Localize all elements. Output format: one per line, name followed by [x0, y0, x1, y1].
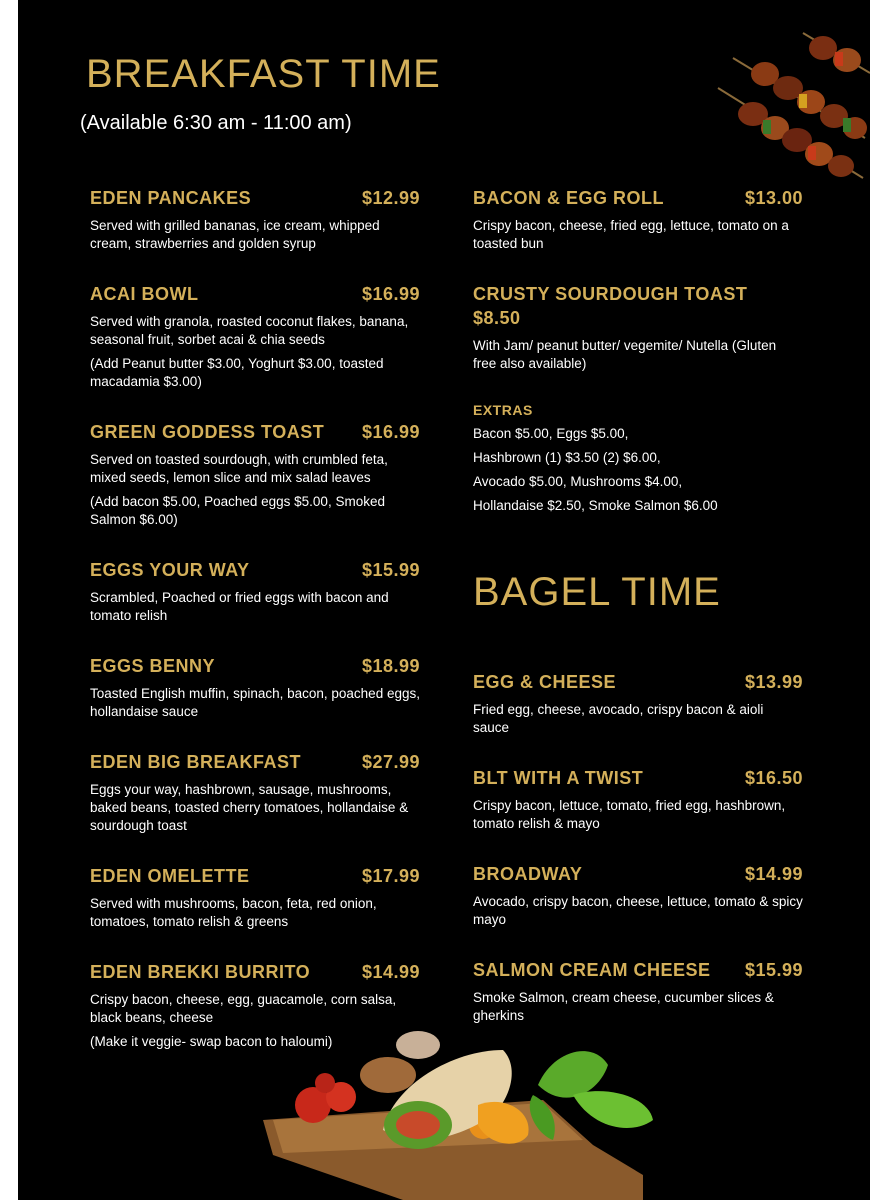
item-description: Smoke Salmon, cream cheese, cucumber slices & gherkins	[473, 990, 774, 1023]
item-price: $15.99	[744, 960, 803, 980]
menu-item-bacon-egg-roll	[473, 188, 803, 284]
availability-text: (Available 6:30 am - 11:00 am)	[80, 112, 352, 134]
item-description: Served with granola, roasted coconut flakes, banana, seasonal fruit, sorbet acai & chia seeds	[90, 314, 409, 347]
menu-item-acai-bowl	[90, 284, 420, 422]
menu-item-eden-pancakes	[90, 188, 420, 284]
bagel-column	[473, 672, 803, 1056]
item-description: Crispy bacon, lettuce, tomato, fried egg, hashbrown, tomato relish & mayo	[473, 798, 786, 831]
item-name: EDEN PANCAKES	[90, 188, 252, 208]
menu-item-blt-with-a-twist	[473, 768, 803, 864]
extras-line: Bacon $5.00, Eggs $5.00,	[473, 426, 629, 441]
item-name: BACON & EGG ROLL	[473, 188, 664, 208]
page-title: BREAKFAST TIME	[86, 52, 441, 96]
left-column	[90, 188, 420, 1062]
item-name: EGGS YOUR WAY	[90, 560, 250, 580]
menu-item-egg-cheese	[473, 672, 803, 768]
item-price: $16.50	[744, 768, 803, 788]
item-price: $15.99	[361, 560, 420, 580]
menu-item-eden-omelette	[90, 866, 420, 962]
item-description: Fried egg, cheese, avocado, crispy bacon & aioli sauce	[473, 702, 764, 735]
item-price: $16.99	[361, 284, 420, 304]
item-price: $8.50	[473, 308, 521, 328]
item-price: $14.99	[744, 864, 803, 884]
item-description: Toasted English muffin, spinach, bacon, poached eggs, hollandaise sauce	[90, 686, 420, 719]
burrito-board-image	[253, 1025, 653, 1200]
right-column	[473, 188, 803, 518]
extras-line: Hashbrown (1) $3.50 (2) $6.00,	[473, 450, 661, 465]
item-description: With Jam/ peanut butter/ vegemite/ Nutella (Gluten free also available)	[473, 338, 777, 371]
item-name: EGG & CHEESE	[473, 672, 617, 692]
item-note: (Add Peanut butter $3.00, Yoghurt $3.00, toasted macadamia $3.00)	[90, 356, 384, 389]
item-price: $27.99	[361, 752, 420, 772]
skewers-image	[713, 28, 870, 193]
menu-item-eggs-your-way	[90, 560, 420, 656]
item-description: Eggs your way, hashbrown, sausage, mushrooms, baked beans, toasted cherry tomatoes, hollandaise & sourdough toast	[90, 782, 409, 833]
extras-line: Avocado $5.00, Mushrooms $4.00,	[473, 474, 683, 489]
menu-item-eggs-benny	[90, 656, 420, 752]
item-description: Crispy bacon, cheese, egg, guacamole, corn salsa, black beans, cheese	[90, 992, 397, 1025]
item-description: Served with grilled bananas, ice cream, whipped cream, strawberries and golden syrup	[90, 218, 380, 251]
item-name: CRUSTY SOURDOUGH TOAST	[473, 284, 748, 304]
item-name: EDEN BREKKI BURRITO	[90, 962, 311, 982]
menu-item-broadway	[473, 864, 803, 960]
item-price: $18.99	[361, 656, 420, 676]
item-price: $17.99	[361, 866, 420, 886]
item-description: Served with mushrooms, bacon, feta, red onion, tomatoes, tomato relish & greens	[90, 896, 377, 929]
item-name: GREEN GODDESS TOAST	[90, 422, 325, 442]
item-name: ACAI BOWL	[90, 284, 199, 304]
item-name: BROADWAY	[473, 864, 583, 884]
menu-item-eden-big-breakfast	[90, 752, 420, 866]
skewer-3	[803, 33, 870, 73]
item-price: $16.99	[361, 422, 420, 442]
item-name: EDEN OMELETTE	[90, 866, 250, 886]
item-note: (Make it veggie- swap bacon to haloumi)	[90, 1034, 333, 1049]
item-price: $14.99	[361, 962, 420, 982]
item-name: EGGS BENNY	[90, 656, 216, 676]
item-note: (Add bacon $5.00, Poached eggs $5.00, Smoked Salmon $6.00)	[90, 494, 385, 527]
item-price: $13.99	[744, 672, 803, 692]
item-name: EDEN BIG BREAKFAST	[90, 752, 302, 772]
menu-item-crusty-sourdough-toast	[473, 284, 803, 402]
item-name: SALMON CREAM CHEESE	[473, 960, 711, 980]
item-price: $12.99	[361, 188, 420, 208]
item-price: $13.00	[744, 188, 803, 208]
extras-line: Hollandaise $2.50, Smoke Salmon $6.00	[473, 498, 718, 513]
item-name: BLT WITH A TWIST	[473, 768, 644, 788]
menu-page	[18, 0, 870, 1200]
menu-item-green-goddess-toast	[90, 422, 420, 560]
extras-section	[473, 402, 803, 518]
item-description: Avocado, crispy bacon, cheese, lettuce, tomato & spicy mayo	[473, 894, 803, 927]
item-description: Served on toasted sourdough, with crumbled feta, mixed seeds, lemon slice and mix salad leaves	[90, 452, 388, 485]
skewer-1	[718, 88, 863, 178]
item-description: Crispy bacon, cheese, fried egg, lettuce, tomato on a toasted bun	[473, 218, 789, 251]
extras-title: EXTRAS	[473, 402, 533, 418]
mint-leaves	[530, 1051, 653, 1140]
bagel-section-title: BAGEL TIME	[473, 570, 721, 614]
item-description: Scrambled, Poached or fried eggs with bacon and tomato relish	[90, 590, 389, 623]
